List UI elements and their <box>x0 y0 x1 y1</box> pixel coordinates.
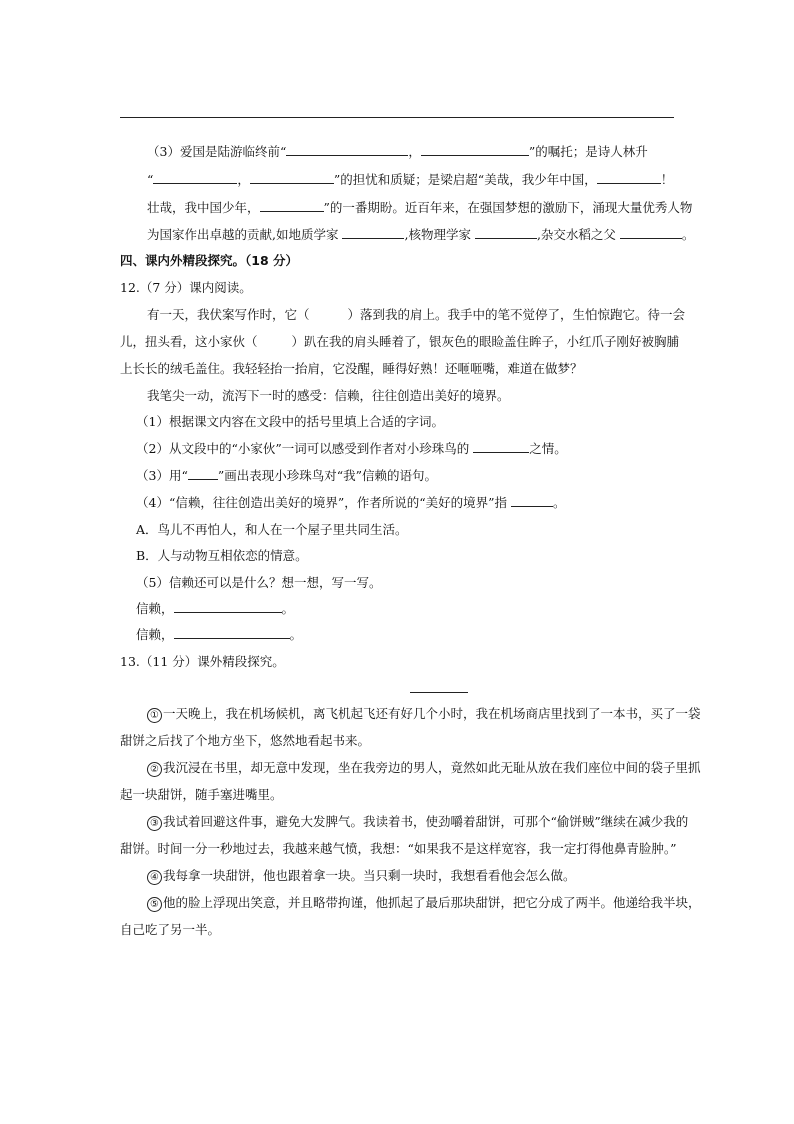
text: （3）爱国是陆游临终前“ <box>147 144 287 159</box>
title-blank[interactable] <box>410 692 468 693</box>
paragraph-number: ① <box>147 708 162 723</box>
q12-write-line1 <box>136 601 294 617</box>
text: ）落到我的肩上。我手中的笔不觉停了，生怕惊跑它。待一会 <box>347 307 686 322</box>
fill-blank[interactable] <box>174 627 290 639</box>
q12-para2: 我笔尖一动，流泻下一时的感受：信赖，往往创造出美好的境界。 <box>147 388 510 403</box>
q13-para5-line1 <box>147 895 701 912</box>
fill-blank[interactable] <box>620 227 682 239</box>
q13-para3-line1 <box>147 814 688 831</box>
text: 为国家作出卓越的贡献,如地质学家 <box>147 227 339 242</box>
fill-blank[interactable] <box>473 441 529 453</box>
fill-blank[interactable] <box>597 172 661 184</box>
fill-blank[interactable] <box>188 468 218 480</box>
fill-blank[interactable] <box>475 227 537 239</box>
text: ,杂交水稻之父 <box>536 227 616 242</box>
text: 。 <box>553 495 566 510</box>
q13-heading: 13.（11 分）课外精段探究。 <box>120 654 285 669</box>
text: ！ <box>660 172 674 187</box>
q12-heading: 12.（7 分）课内阅读。 <box>120 280 252 295</box>
q12-option-b[interactable]: B．人与动物互相依恋的情意。 <box>136 548 308 563</box>
text: （3）用“ <box>136 468 188 483</box>
text: “ <box>147 172 154 187</box>
header-rule <box>120 117 674 118</box>
paragraph-number: ② <box>147 762 162 777</box>
fill-blank[interactable] <box>421 144 529 156</box>
text: 我每拿一块甜饼，他也跟着拿一块。当只剩一块时，我想看看他会怎么做。 <box>163 868 576 883</box>
section-heading: 四、课内外精段探究。（18 分） <box>120 253 298 268</box>
text: ， <box>237 172 250 187</box>
text: 信赖， <box>136 601 174 616</box>
text: ”画出表现小珍珠鸟对“我”信赖的语句。 <box>217 468 438 483</box>
text: 一天晚上，我在机场候机，离飞机起飞还有好几个小时，我在机场商店里找到了一本书，买了一袋 <box>163 706 701 721</box>
q11-3-line1 <box>147 144 648 160</box>
text: ）趴在我的肩头睡着了，银灰色的眼睑盖住眸子，小红爪子刚好被胸脯 <box>291 334 680 349</box>
text: 之情。 <box>529 441 567 456</box>
q12-sub1: （1）根据课文内容在文段中的括号里填上合适的字词。 <box>136 414 444 429</box>
text: （2）从文段中的“小家伙”一词可以感受到作者对小珍珠鸟的 <box>136 441 470 456</box>
text: 我沉浸在书里，却无意中发现，坐在我旁边的男人，竟然如此无耻从放在我们座位中间的袋子里抓 <box>163 760 701 775</box>
q12-option-a[interactable]: A．鸟儿不再怕人，和人在一个屋子里共同生活。 <box>136 522 408 537</box>
q13-para1-line1 <box>147 706 701 723</box>
text: ”的嘱托；是诗人林升 <box>528 144 648 159</box>
text: 。 <box>281 601 295 616</box>
text: 他的脸上浮现出笑意，并且略带拘谨，他抓起了最后那块甜饼，把它分成了两半。他递给我半块， <box>163 895 701 910</box>
q11-3-line4 <box>147 227 694 243</box>
fill-blank[interactable] <box>250 172 334 184</box>
q13-para5-line2: 自己吃了另一半。 <box>120 922 221 937</box>
paragraph-number: ③ <box>147 816 162 831</box>
text: （4）“信赖，往往创造出美好的境界”，作者所说的“美好的境界”指 <box>136 495 508 510</box>
fill-blank[interactable] <box>342 227 404 239</box>
q13-para3-line2: 甜饼。时间一分一秒地过去，我越来越气愤，我想：“如果我不是这样宽容，我一定打得他鼻青脸肿。” <box>120 841 677 856</box>
text: 信赖， <box>136 627 174 642</box>
fill-blank[interactable] <box>260 200 324 212</box>
text: ”的一番期盼。近百年来，在强国梦想的激励下，涌现大量优秀人物 <box>323 200 693 215</box>
q13-para2-line2: 起一块甜饼，随手塞进嘴里。 <box>120 787 283 802</box>
q11-3-line3 <box>147 200 692 216</box>
q12-sub5: （5）信赖还可以是什么？想一想，写一写。 <box>136 575 382 590</box>
q12-write-line2 <box>136 627 302 643</box>
fill-blank[interactable] <box>511 495 553 507</box>
q12-sub2 <box>136 441 567 457</box>
q13-para4-line1 <box>147 868 576 885</box>
paragraph-number: ⑤ <box>147 897 162 912</box>
text: 有一天，我伏案写作时，它（ <box>147 307 310 322</box>
text: ,核物理学家 <box>404 227 471 242</box>
q12-para1-line1 <box>147 307 685 323</box>
paragraph-number: ④ <box>147 870 162 885</box>
text: 。 <box>289 627 303 642</box>
q12-sub3 <box>136 468 437 484</box>
fill-blank[interactable] <box>153 172 237 184</box>
text: 儿，扭头看，这小家伙（ <box>120 334 258 349</box>
text: 我试着回避这件事，避免大发脾气。我读着书，使劲嚼着甜饼，可那个“偷饼贼”继续在减少我的 <box>163 814 689 829</box>
q12-para1-line2 <box>120 334 679 350</box>
q12-sub4 <box>136 495 566 511</box>
text: 。 <box>681 227 695 242</box>
q13-para2-line1 <box>147 760 701 777</box>
fill-blank[interactable] <box>286 144 408 156</box>
text: ， <box>408 144 421 159</box>
text: ”的担忧和质疑；是梁启超“美哉，我少年中国， <box>333 172 597 187</box>
q11-3-line2 <box>147 172 673 188</box>
q12-para1-line3: 上长长的绒毛盖住。我轻轻抬一抬肩，它没醒，睡得好熟！还咂咂嘴，难道在做梦？ <box>120 361 583 376</box>
q13-para1-line2: 甜饼之后找了个地方坐下，悠然地看起书来。 <box>120 733 371 748</box>
text: 壮哉，我中国少年， <box>147 200 260 215</box>
fill-blank[interactable] <box>174 601 282 613</box>
